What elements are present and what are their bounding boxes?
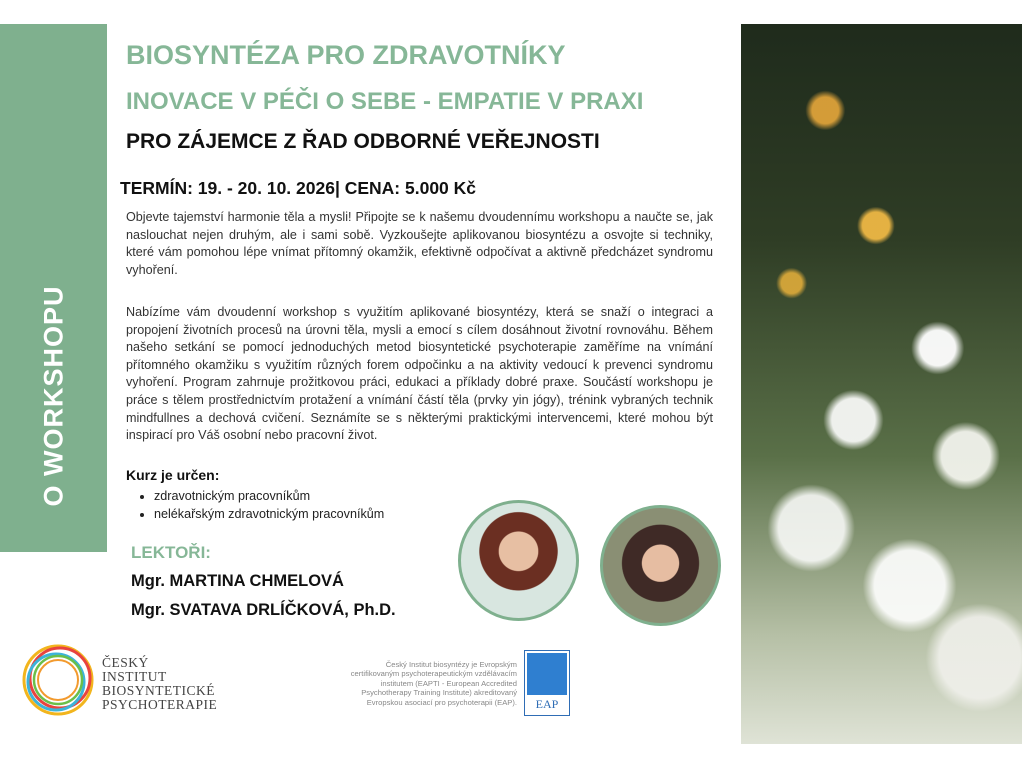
- lecturer-1-photo: [458, 500, 579, 621]
- course-item: • zdravotnickým pracovníkům: [154, 487, 384, 505]
- term-price: TERMÍN: 19. - 20. 10. 2026| CENA: 5.000 Kč: [120, 178, 477, 198]
- title-line2: INOVACE V PÉČI O SEBE - EMPATIE V PRAXI: [126, 88, 644, 115]
- course-heading: Kurz je určen:: [126, 467, 220, 483]
- eap-logo: [524, 650, 570, 716]
- course-item: • nelékařským zdravotnickým pracovníkům: [154, 505, 384, 523]
- institute-logo-icon: [20, 642, 96, 718]
- subtitle: PRO ZÁJEMCE Z ŘAD ODBORNÉ VEŘEJNOSTI: [126, 130, 600, 153]
- description-paragraph: Nabízíme vám dvoudenní workshop s využitím aplikované biosyntézy, která se snaží o integraci a propojení životních procesů na úrovni těla, mysli a emocí s cílem dosáhnout životní rovnováhu. Během našeho setkání se pomocí jednoduchých metod biosyntetické psychoterapie zaměříme na vnímání přítomného okamžiku s využitím různých forem odpočinku a na aktivity vedoucí k prevenci syndromu vyhoření. Program zahrnuje prožitkovou práci, edukaci a příklady dobré praxe. Součástí workshopu je práce s tělem prostřednictvím protažení a vnímání částí těla (prvky yin jógy), trénink vybraných technik mindfullnes a dechová cvičení. Seznámíte se s některými praktickými intervencemi, které mohou být inspirací pro Váš osobní nebo pracovní život.: [126, 305, 713, 443]
- course-list: [140, 487, 384, 523]
- europe-map-icon: [527, 653, 567, 695]
- title-line1: BIOSYNTÉZA PRO ZDRAVOTNÍKY: [126, 40, 566, 70]
- side-label: O WORKSHOPU: [38, 285, 69, 507]
- institute-logo-text: ČESKÝ INSTITUT BIOSYNTETICKÉ PSYCHOTERAPIE: [102, 655, 218, 712]
- lecturer-1: Mgr. MARTINA CHMELOVÁ: [131, 572, 344, 590]
- lecturer-2: Mgr. SVATAVA DRLÍČKOVÁ, Ph.D.: [131, 601, 396, 619]
- lecturer-2-photo: [600, 505, 721, 626]
- lecturers-heading: LEKTOŘI:: [131, 543, 211, 562]
- eap-label: EAP: [535, 697, 559, 711]
- meadow-flowers-photo: [741, 24, 1022, 744]
- accreditation-note: Český Institut biosyntézy je Evropským certifikovaným psychoterapeutickým vzdělávacím institutem (EAPTI - European Accredited Psychotherapy Training Institute) akreditovaný Evropskou asociací pro psychoterapii (EAP).: [350, 660, 517, 707]
- intro-paragraph: Objevte tajemství harmonie těla a mysli! Připojte se k našemu dvoudennímu workshopu a naučte se, jak naslouchat nejen druhým, ale i sami sobě. Vyzkoušejte aplikovanou biosyntézu a osvojte si techniky, které vám pomohou lépe vnímat přítomný okamžik, efektivně odpočívat a aktivně předcházet syndromu vyhoření.: [126, 210, 713, 277]
